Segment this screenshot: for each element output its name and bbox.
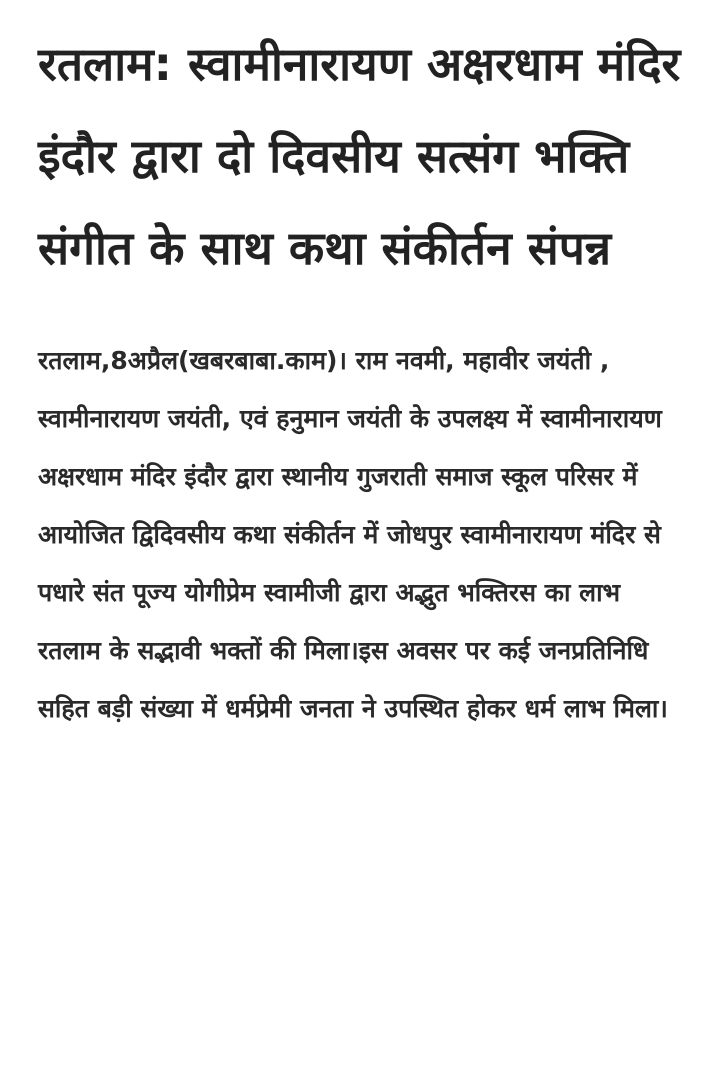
article-body: रतलाम,8अप्रैल(खबरबाबा.काम)। राम नवमी, महावीर जयंती , स्वामीनारायण जयंती, एवं हनुमान जयंती के उपलक्ष्य में स्वामीनारायण अक्षरधाम मंदिर इंदौर द्वारा स्थानीय गुजराती समाज स्कूल परिसर में आयोजित द्विदिवसीय कथा संकीर्तन में जोधपुर स्वामीनारायण मंदिर से पधारे संत पूज्य योगीप्रेम स्वामीजी द्वारा अद्भुत भक्तिरस का लाभ रतलाम के सद्भावी भक्तों की मिला।इस अवसर पर कई जनप्रतिनिधि सहित बड़ी संख्या में धर्मप्रेमी जनता ने उपस्थित होकर धर्म लाभ मिला। — [38, 346, 668, 723]
article-headline: रतलाम: स्वामीनारायण अक्षरधाम मंदिर इंदौर द्वारा दो दिवसीय सत्संग भक्ति संगीत के साथ कथा संकीर्तन संपन्न — [38, 37, 681, 275]
news-article — [38, 18, 688, 738]
